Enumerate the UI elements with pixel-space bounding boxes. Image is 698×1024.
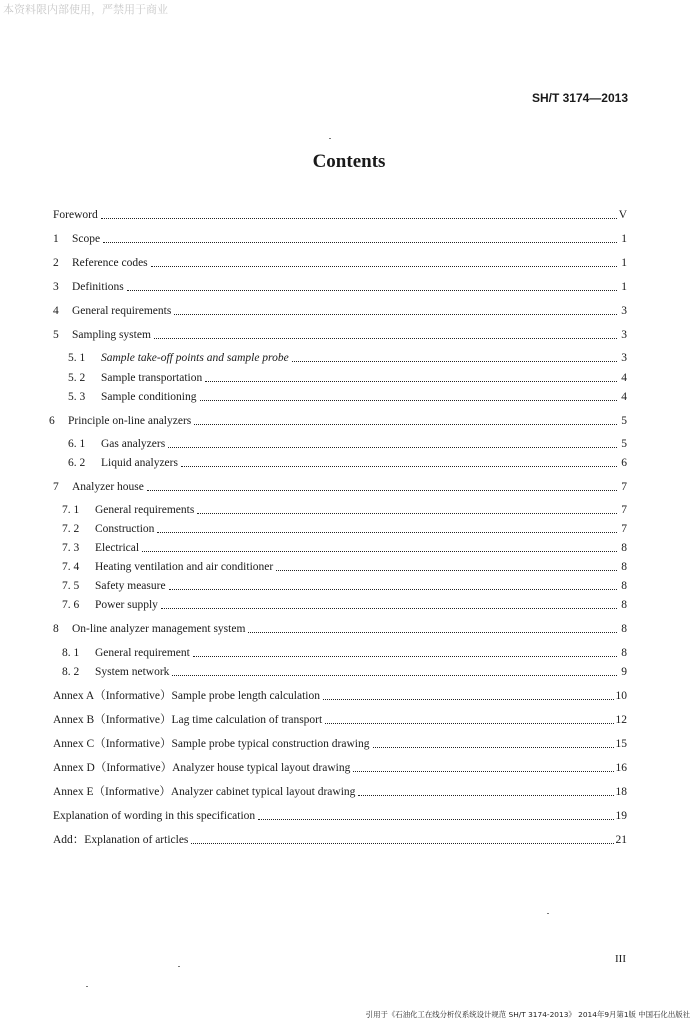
- toc-number: 5. 1: [68, 352, 86, 364]
- toc-page: 8: [621, 542, 627, 554]
- toc-entry-6-1[interactable]: [68, 435, 627, 451]
- toc-entry-annex-e[interactable]: [53, 783, 627, 799]
- toc-entry-5-3[interactable]: [68, 388, 627, 404]
- toc-page: 4: [621, 372, 627, 384]
- toc-page: 8: [621, 647, 627, 659]
- toc-entry-7-5[interactable]: [62, 577, 627, 593]
- toc-entry-explanation-wording[interactable]: [53, 807, 627, 823]
- toc-title: Annex E（Informative）Analyzer cabinet typical layout drawing: [53, 786, 356, 798]
- toc-page: V: [618, 209, 627, 221]
- toc-page: 7: [621, 523, 627, 535]
- toc-number: 8: [53, 623, 59, 635]
- toc-title: Safety measure: [95, 580, 166, 592]
- toc-entry-2[interactable]: [53, 254, 627, 270]
- toc-page: 8: [621, 599, 627, 611]
- toc-title: Gas analyzers: [101, 438, 166, 450]
- toc-page: 3: [621, 352, 627, 364]
- scan-speck: [86, 986, 88, 987]
- toc-number: 3: [53, 281, 59, 293]
- toc-title: Annex D（Informative）Analyzer house typical layout drawing: [53, 762, 351, 774]
- toc-leader: [191, 842, 613, 844]
- toc-title: Principle on-line analyzers: [68, 415, 192, 427]
- toc-entry-8[interactable]: [53, 620, 627, 636]
- toc-title: Annex B（Informative）Lag time calculation of transport: [53, 714, 323, 726]
- toc-number: 6. 1: [68, 438, 86, 450]
- scan-speck: [329, 138, 331, 139]
- toc-page: 7: [621, 504, 627, 516]
- toc-entry-7-6[interactable]: [62, 596, 627, 612]
- toc-leader: [292, 360, 617, 362]
- toc-number: 4: [53, 305, 59, 317]
- toc-entry-5[interactable]: [53, 326, 627, 342]
- toc-page: 1: [621, 257, 627, 269]
- toc-title: Power supply: [95, 599, 158, 611]
- toc-leader: [194, 423, 617, 425]
- toc-page: 9: [621, 666, 627, 678]
- toc-entry-7-4[interactable]: [62, 558, 627, 574]
- toc-entry-explanation-articles[interactable]: [53, 831, 627, 847]
- toc-entry-annex-d[interactable]: [53, 759, 627, 775]
- toc-leader: [103, 241, 617, 243]
- toc-page: 1: [621, 233, 627, 245]
- toc-title: Reference codes: [72, 257, 148, 269]
- toc-title: Analyzer house: [72, 481, 144, 493]
- toc-entry-6[interactable]: [49, 412, 627, 428]
- toc-title: Sample take-off points and sample probe: [101, 352, 289, 364]
- toc-entry-7[interactable]: [53, 478, 627, 494]
- standard-code: SH/T 3174—2013: [531, 91, 628, 105]
- toc-entry-1[interactable]: [53, 230, 627, 246]
- page-number: III: [615, 953, 626, 965]
- toc-title: Sampling system: [72, 329, 151, 341]
- toc-entry-5-1[interactable]: [68, 349, 627, 365]
- toc-title: General requirement: [95, 647, 190, 659]
- toc-page: 3: [621, 329, 627, 341]
- toc-leader: [181, 465, 617, 467]
- toc-page: 8: [621, 623, 627, 635]
- toc-page: 6: [621, 457, 627, 469]
- toc-leader: [151, 265, 617, 267]
- toc-title: Add：Explanation of articles: [53, 834, 189, 846]
- toc-leader: [258, 818, 613, 820]
- toc-entry-6-2[interactable]: [68, 454, 627, 470]
- toc-title: General requirements: [95, 504, 195, 516]
- toc-entry-foreword[interactable]: [53, 206, 627, 222]
- toc-leader: [147, 489, 617, 491]
- toc-title: Annex C（Informative）Sample probe typical construction drawing: [53, 738, 370, 750]
- toc-page: 18: [615, 786, 627, 798]
- toc-page: 8: [621, 561, 627, 573]
- toc-title: Definitions: [72, 281, 124, 293]
- toc-number: 8. 1: [62, 647, 80, 659]
- toc-page: 3: [621, 305, 627, 317]
- toc-title: Electrical: [95, 542, 140, 554]
- toc-entry-7-3[interactable]: [62, 539, 627, 555]
- toc-leader: [197, 512, 617, 514]
- toc-number: 1: [53, 233, 59, 245]
- toc-entry-4[interactable]: [53, 302, 627, 318]
- toc-number: 6: [49, 415, 55, 427]
- toc-title: Scope: [72, 233, 101, 245]
- toc-number: 2: [53, 257, 59, 269]
- toc-leader: [157, 531, 617, 533]
- toc-page: 7: [621, 481, 627, 493]
- toc-leader: [205, 380, 617, 382]
- toc-leader: [373, 746, 614, 748]
- toc-page: 8: [621, 580, 627, 592]
- toc-number: 7. 3: [62, 542, 80, 554]
- toc-leader: [323, 698, 614, 700]
- toc-number: 6. 2: [68, 457, 86, 469]
- toc-number: 5. 3: [68, 391, 86, 403]
- toc-entry-annex-b[interactable]: [53, 711, 627, 727]
- toc-entry-3[interactable]: [53, 278, 627, 294]
- toc-title: Explanation of wording in this specification: [53, 810, 256, 822]
- toc-leader: [248, 631, 617, 633]
- toc-number: 7. 5: [62, 580, 80, 592]
- toc-number: 7. 2: [62, 523, 80, 535]
- toc-entry-8-2[interactable]: [62, 663, 627, 679]
- toc-entry-7-1[interactable]: [62, 501, 627, 517]
- toc-leader: [353, 770, 613, 772]
- toc-leader: [172, 674, 617, 676]
- toc-title: General requirements: [72, 305, 172, 317]
- toc-title: Foreword: [53, 209, 98, 221]
- toc-page: 12: [615, 714, 627, 726]
- toc-page: 5: [621, 415, 627, 427]
- toc-leader: [127, 289, 617, 291]
- toc-entry-annex-a[interactable]: [53, 687, 627, 703]
- toc-page: 15: [615, 738, 627, 750]
- toc-leader: [200, 399, 617, 401]
- scan-speck: [547, 913, 549, 914]
- citation-footer: 引用于《石油化工在线分析仪系统设计规范 SH/T 3174-2013》 2014年9月第1版 中国石化出版社: [365, 1010, 690, 1019]
- toc-entry-8-1[interactable]: [62, 644, 627, 660]
- toc-title: Heating ventilation and air conditioner: [95, 561, 274, 573]
- toc-title: System network: [95, 666, 170, 678]
- toc-page: 21: [615, 834, 627, 846]
- toc-page: 4: [621, 391, 627, 403]
- toc-leader: [161, 607, 617, 609]
- toc-entry-7-2[interactable]: [62, 520, 627, 536]
- toc-title: On-line analyzer management system: [72, 623, 246, 635]
- toc-number: 7. 4: [62, 561, 80, 573]
- toc-page: 1: [621, 281, 627, 293]
- toc-leader: [174, 313, 617, 315]
- toc-title: Annex A（Informative）Sample probe length calculation: [53, 690, 320, 702]
- toc-leader: [168, 446, 617, 448]
- toc-entry-5-2[interactable]: [68, 369, 627, 385]
- toc-page: 16: [615, 762, 627, 774]
- toc-entry-annex-c[interactable]: [53, 735, 627, 751]
- toc-leader: [193, 655, 617, 657]
- toc-leader: [358, 794, 613, 796]
- toc-number: 7: [53, 481, 59, 493]
- scan-speck: [178, 966, 180, 967]
- watermark-text: 本资料限内部使用，严禁用于商业: [3, 3, 168, 16]
- toc-number: 7. 1: [62, 504, 80, 516]
- toc-leader: [142, 550, 617, 552]
- toc-leader: [276, 569, 617, 571]
- toc-title: Liquid analyzers: [101, 457, 178, 469]
- toc-number: 7. 6: [62, 599, 80, 611]
- toc-title: Sample transportation: [101, 372, 203, 384]
- toc-title: Sample conditioning: [101, 391, 197, 403]
- toc-leader: [154, 337, 617, 339]
- toc-number: 5: [53, 329, 59, 341]
- toc-number: 8. 2: [62, 666, 80, 678]
- toc-title: Construction: [95, 523, 155, 535]
- toc-number: 5. 2: [68, 372, 86, 384]
- toc-page: 5: [621, 438, 627, 450]
- toc-page: 19: [615, 810, 627, 822]
- toc-leader: [325, 722, 613, 724]
- toc-leader: [101, 217, 617, 219]
- toc-leader: [169, 588, 617, 590]
- page-title: Contents: [312, 151, 386, 172]
- toc-page: 10: [615, 690, 627, 702]
